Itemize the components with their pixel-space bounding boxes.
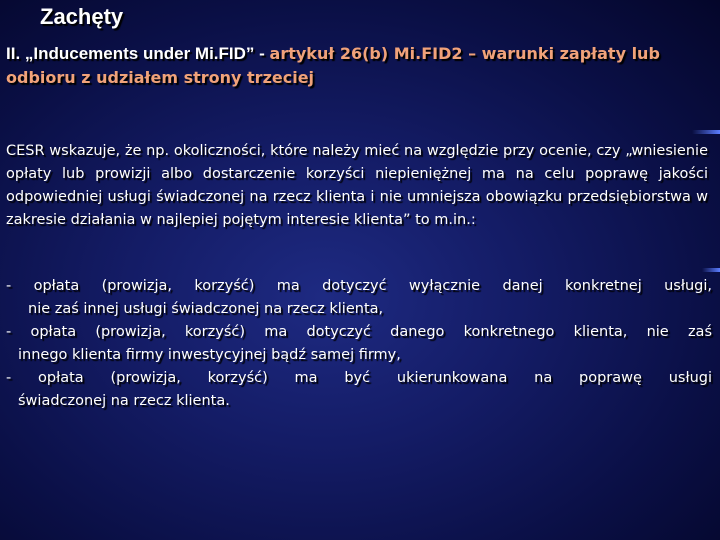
bullet-line: - opłata (prowizja, korzyść) ma dotyczyć danego konkretnego klienta, nie zaś: [6, 324, 712, 340]
bullet-line: - opłata (prowizja, korzyść) ma być ukierunkowana na poprawę usługi: [6, 370, 712, 386]
bullet-line: - opłata (prowizja, korzyść) ma dotyczyć wyłącznie danej konkretnej usługi,: [6, 278, 712, 294]
bullet-item: [6, 321, 712, 367]
subtitle-lead: II. „Inducements under Mi.FID” -: [6, 44, 270, 63]
subtitle-accent-line2: odbioru z udziałem strony trzeciej: [6, 68, 315, 87]
bullet-list: [6, 275, 712, 413]
decorative-line: [692, 130, 720, 134]
intro-paragraph: CESR wskazuje, że np. okoliczności, które należy mieć na względzie przy ocenie, czy „wniesienie opłaty lub prowizji albo dostarczenie korzyści niepieniężnej ma na celu poprawę jakości odpowiedniej usługi świadczonej na rzecz klienta i nie umniejsza obowiązku przedsiębiorstwa w zakresie działania w najlepiej pojętym interesie klienta” to m.in.:: [6, 143, 708, 228]
bullet-continuation: świadczonej na rzecz klienta.: [18, 393, 230, 409]
bullet-item: [6, 275, 712, 321]
bullet-item: [6, 367, 712, 413]
subtitle-accent-line1: artykuł 26(b) Mi.FID2 – warunki zapłaty lub: [269, 44, 660, 63]
slide-subtitle: [6, 42, 714, 90]
bullet-continuation: nie zaś innej usługi świadczonej na rzecz klienta,: [28, 301, 384, 317]
slide-title: Zachęty: [40, 4, 124, 29]
bullet-continuation: innego klienta firmy inwestycyjnej bądź samej firmy,: [18, 347, 401, 363]
decorative-line: [702, 268, 720, 272]
